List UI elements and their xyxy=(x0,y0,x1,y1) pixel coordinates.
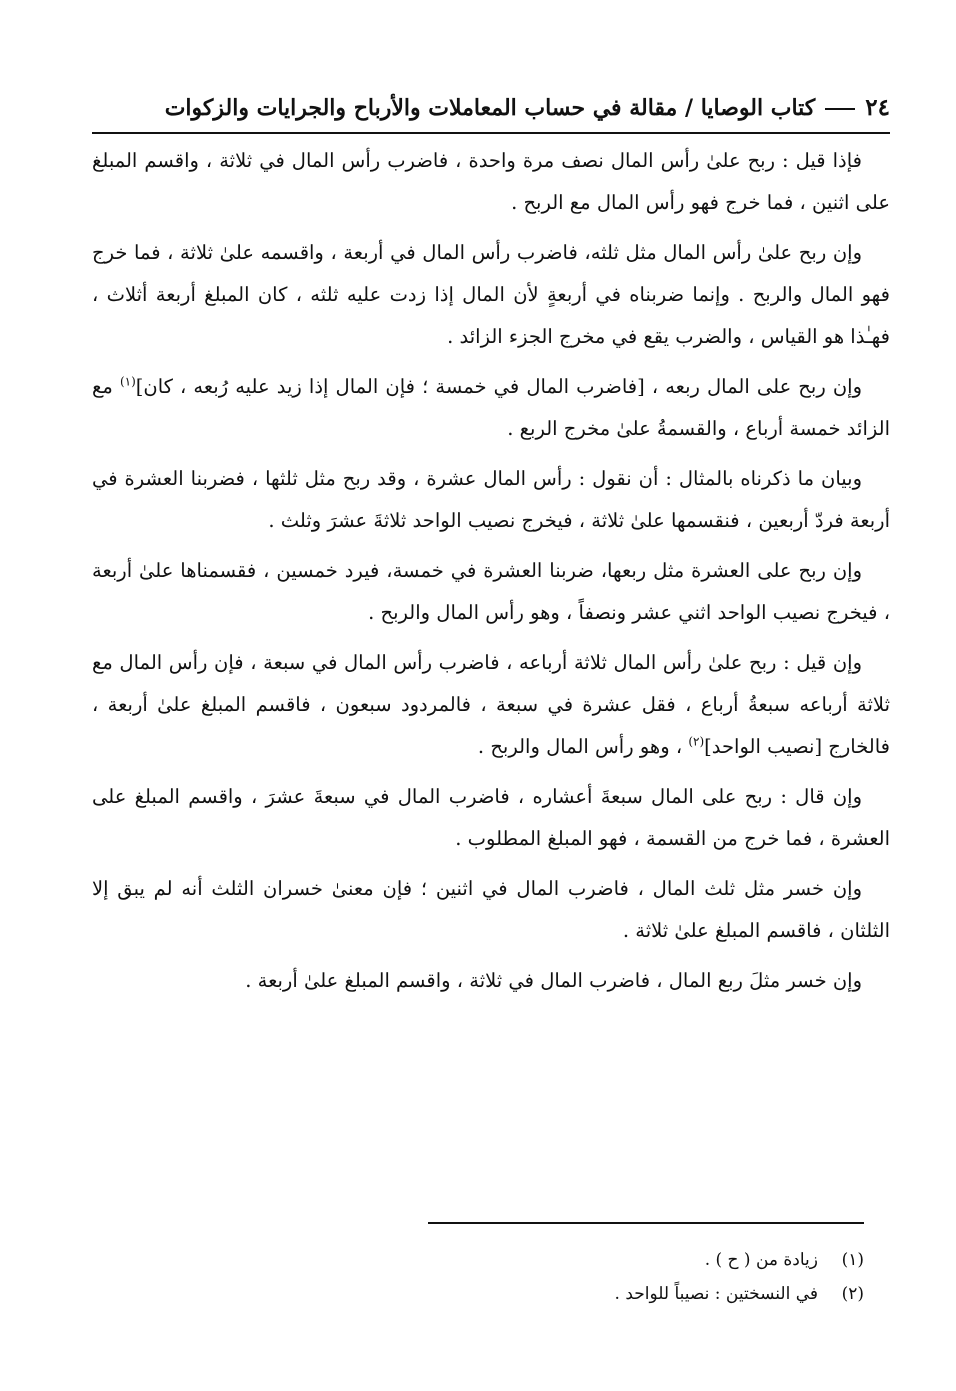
running-title: كتاب الوصايا / مقالة في حساب المعاملات والأرباح والجرايات والزكوات xyxy=(164,95,816,121)
footnote-ref-2[interactable]: (٢) xyxy=(688,734,705,749)
paragraph-3-text-a: وإن ربح على المال ربعه ، [فاضرب المال في خمسة ؛ فإن المال إذا زيد عليه رُبعه ، كان] xyxy=(135,375,862,398)
paragraph-7: وإن قال : ربح على المال سبعةَ أعشاره ، فاضرب المال في سبعةَ عشرَ ، واقسم المبلغ على العشرة ، فما خرج من القسمة ، فهو المبلغ المطلوب . xyxy=(92,785,890,850)
paragraph-6-text-a: وإن قيل : ربح علىٰ رأس المال ثلاثة أرباعه ، فاضرب رأس المال في سبعة ، فإن رأس المال مع ثلاثة أرباعه سبعةُ أرباع ، فقل عشرة في سبعة ، فالمردود سبعون ، فاقسم المبلغ علىٰ أربعة ، فالخارج [نصيب الواحد] xyxy=(92,651,890,758)
paragraph-9: وإن خسر مثلَ ربع المال ، فاضرب المال في ثلاثة ، واقسم المبلغ علىٰ أربعة . xyxy=(245,969,862,992)
footnote-2-text: في النسختين : نصيباً للواحد . xyxy=(614,1284,818,1304)
page-number: ٢٤ xyxy=(865,94,890,121)
footnote-ref-1[interactable]: (١) xyxy=(119,374,136,389)
body-text xyxy=(92,140,890,1002)
footnote-separator xyxy=(428,1222,864,1224)
running-header xyxy=(92,84,890,134)
paragraph-8: وإن خسر مثل ثلث المال ، فاضرب المال في اثنين ؛ فإن معنىٰ خسران الثلث أنه لم يبق إلا الثلثان ، فاقسم المبلغ علىٰ ثلاثة . xyxy=(92,877,890,942)
paragraph-4: وبيان ما ذكرناه بالمثال : أن نقول : رأس المال عشرة ، وقد ربح مثل ثلثها ، فضربنا العشرة في أربعة فردّ أربعين ، فنقسمها علىٰ ثلاثة ، فيخرج نصيب الواحد ثلاثةَ عشرَ وثلث . xyxy=(92,467,890,532)
paragraph-6 xyxy=(92,642,890,768)
paragraph-5: وإن ربح على العشرة مثل ربعها، ضربنا العشرة في خمسة، فيرد خمسين ، فقسمناها علىٰ أربعة ، فيخرج نصيب الواحد اثني عشر ونصفاً ، وهو رأس المال والربح . xyxy=(92,559,890,624)
paragraph-1: فإذا قيل : ربح علىٰ رأس المال نصف مرة واحدة ، فاضرب رأس المال في ثلاثة ، واقسم المبلغ على اثنين ، فما خرج فهو رأس المال مع الربح . xyxy=(92,149,890,214)
footnote-1-mark: (١) xyxy=(841,1250,864,1270)
footnote-1 xyxy=(84,1243,864,1277)
footnotes xyxy=(84,1243,864,1311)
footnote-1-text: زيادة من ( ح ) . xyxy=(704,1250,818,1270)
paragraph-6-text-b: ، وهو رأس المال والربح . xyxy=(477,735,689,758)
paragraph-2: وإن ربح علىٰ رأس المال مثل ثلثه، فاضرب رأس المال في أربعة ، واقسمه علىٰ ثلاثة ، فما خرج فهو المال والربح . وإنما ضربناه في أربعةٍ لأن المال إذا زدت عليه ثلثه ، كان المبلغ أربعة أثلاث ، فهـٰذا هو القياس ، والضرب يقع في مخرج الجزء الزائد . xyxy=(92,241,890,348)
footnote-2-mark: (٢) xyxy=(841,1284,864,1304)
header-dash xyxy=(825,108,855,110)
paragraph-3-text-b: مع الزائد خمسة أرباع ، والقسمةُ علىٰ مخرج الربع . xyxy=(92,375,890,440)
paragraph-3 xyxy=(92,366,890,450)
footnote-2 xyxy=(84,1277,864,1311)
